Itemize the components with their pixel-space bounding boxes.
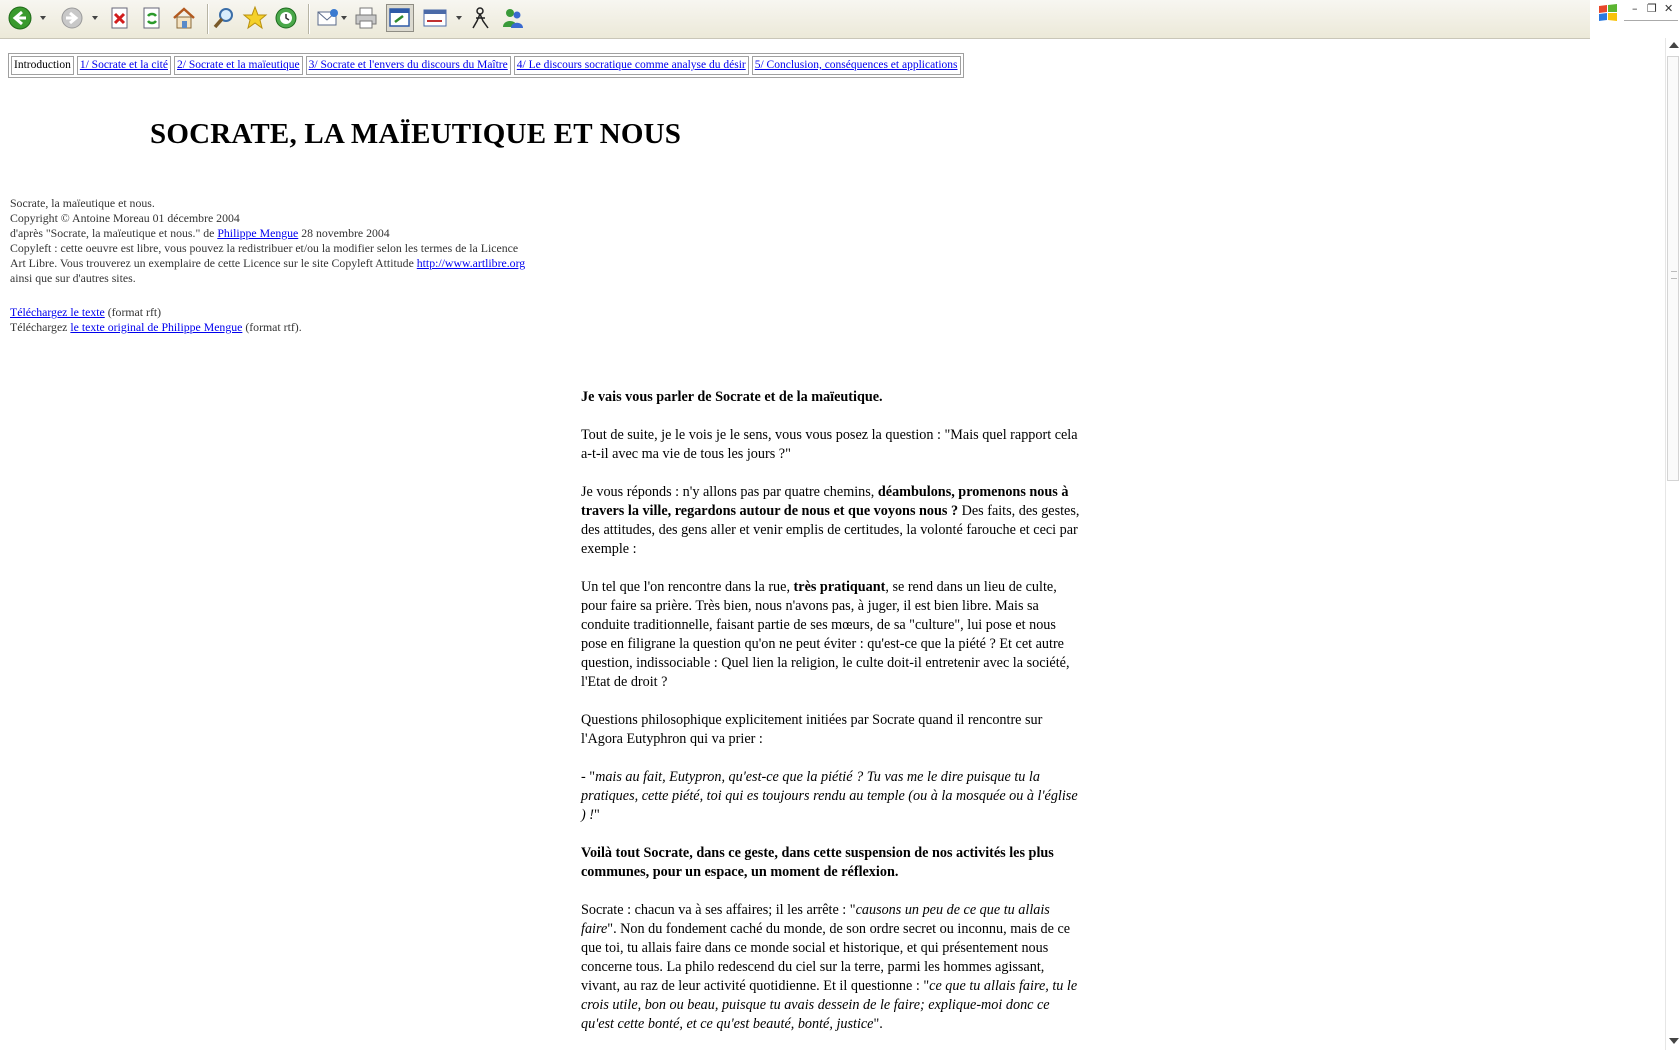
paragraph-intro [581,388,1083,407]
download-line-2 [10,320,302,335]
license-line [10,241,530,286]
stop-icon[interactable] [107,5,133,31]
vertical-scrollbar[interactable] [1665,38,1680,1050]
text: ". [873,1016,883,1032]
nav-link-chapter-2[interactable]: 2/ Socrate et la maïeutique [177,59,300,71]
toolbar-separator [308,4,310,34]
home-icon[interactable] [171,5,197,31]
scroll-down-icon[interactable] [1669,1038,1679,1044]
paragraph [581,578,1083,692]
text: Des faits, des gestes, des attitudes, des gens aller et venir emplis de certitudes, la volonté farouche et ceci par exemple : [581,503,1080,557]
download-label: Téléchargez [10,320,71,334]
download-line-1 [10,305,302,320]
bold-text: déambulons, promenons nous à travers la ville, regardons autour de nous et que voyons nous ? [581,484,1069,519]
nav-item-chapter-1 [77,56,171,75]
license-text-end: ainsi que sur d'autres sites. [10,271,136,285]
italic-text: ce que tu allais faire, tu le crois utile, bon ou beau, puisque tu avais dessein de le faire; explique-moi donc ce qu'est cette bonté, et ce qu'est beauté, bonté, justice [581,978,1078,1032]
paragraph-quote [581,768,1083,825]
forward-icon[interactable] [59,5,85,31]
download-format: (format rft) [104,305,162,319]
text: " [594,807,600,823]
search-icon[interactable] [211,5,237,31]
license-text: Copyleft : cette oeuvre est libre, vous pouvez la redistribuer et/ou la modifier selon les termes de la Licence Art Libre. Vous trouverez un exemplaire de cette Licence sur le site Copyleft Attitude [10,241,519,270]
text: Socrate : chacun va à ses affaires; il les arrête : " [581,902,856,918]
text: , se rend dans un lieu de culte, pour faire sa prière. Très bien, nous n'avons pas, à juger, il est bien libre. Mais sa conduite traditionnelle, faisant partie de ses mœurs, de sa "culture", lui pose et nous pose en filigrane la question qu'on ne peut éviter : qu'est-ce que la piété ? Et cet autre question, indissociable : Quel lien la religion, le culte doit-il entretenir avec la société, l'Etat de droit ? [581,579,1070,690]
nav-link-chapter-1[interactable]: 1/ Socrate et la cité [79,59,168,71]
nav-link-chapter-3[interactable]: 3/ Socrate et l'envers du discours du Maître [308,59,508,71]
forward-dropdown-icon[interactable] [92,16,98,20]
restore-icon[interactable]: ❐ [1647,2,1657,15]
paragraph [581,483,1083,559]
browser-toolbar [0,0,1590,39]
text: - " [581,769,596,785]
chapter-nav [8,53,964,78]
window-controls [1590,0,1680,38]
back-dropdown-icon[interactable] [40,16,46,20]
source-date: 28 novembre 2004 [298,226,390,240]
page-title: SOCRATE, LA MAÏEUTIQUE ET NOUS [150,118,682,150]
download-original-link[interactable]: le texte original de Philippe Mengue [70,320,243,334]
windows-logo-icon [1597,3,1619,23]
text: ". Non du fondement caché du monde, de son ordre secret ou inconnu, mais de ce que toi, tu allais faire dans ce monde social et historique, et qui présentement nous concerne tous. La philo redescend du ciel sur la terre, parmi les hommes agissant, vivant, au raz de leur activité quotidienne. Et il questionne : " [581,921,1071,994]
nav-item-chapter-3 [306,56,511,75]
nav-item-introduction [11,56,74,75]
favorites-star-icon[interactable] [242,5,268,31]
minimize-icon[interactable]: – [1632,2,1638,15]
paragraph: Questions philosophique explicitement initiées par Socrate quand il rencontre sur l'Agora Eutyphron qui va prier : [581,712,1043,747]
nav-link-chapter-5[interactable]: 5/ Conclusion, conséquences et applications [754,59,958,71]
scroll-grip-icon [1671,271,1677,279]
intro-bold: Je vais vous parler de Socrate et de la maïeutique. [581,389,883,405]
window-divider [1624,20,1678,21]
messenger-icon[interactable] [500,5,526,31]
author-link[interactable]: Philippe Mengue [217,226,299,240]
research-icon[interactable] [468,5,494,31]
source-text: d'après "Socrate, la maïeutique et nous." de [10,226,218,240]
nav-link-chapter-4[interactable]: 4/ Le discours socratique comme analyse du désir [516,59,746,71]
paragraph-bold [581,844,1083,882]
download-format: (format rtf). [242,320,302,334]
toolbar-separator [207,4,209,34]
italic-text: causons un peu de ce que tu allais faire [581,902,1050,937]
close-icon[interactable]: ✕ [1664,2,1674,15]
refresh-icon[interactable] [139,5,165,31]
print-icon[interactable] [353,5,379,31]
nav-item-chapter-4 [514,56,749,75]
nav-item-chapter-2 [174,56,303,75]
italic-quote: mais au fait, Eutypron, qu'est-ce que la piétié ? Tu vas me le dire puisque tu la pratiques, cette piété, toi qui es toujours rendu au temple (ou à la mosquée ou à l'église ) ! [581,769,1078,823]
text: Un tel que l'on rencontre dans la rue, [581,579,794,595]
nav-item-chapter-5 [752,56,961,75]
copyright-line: Copyright © Antoine Moreau 01 décembre 2004 [10,211,240,225]
discuss-icon[interactable] [422,5,448,31]
mail-icon[interactable] [315,5,341,31]
article-body [581,388,1083,1053]
download-text-link[interactable]: Téléchargez le texte [10,305,105,319]
credits-block [10,196,530,286]
artlibre-link[interactable]: http://www.artlibre.org [416,256,526,270]
scroll-up-icon[interactable] [1669,42,1679,48]
back-icon[interactable] [7,5,33,31]
paragraph [581,901,1083,1034]
downloads-block [10,305,302,335]
source-line [10,226,530,241]
scroll-thumb[interactable] [1667,56,1679,481]
text: Je vous réponds : n'y allons pas par quatre chemins, [581,484,878,500]
bold-text: Voilà tout Socrate, dans ce geste, dans cette suspension de nos activités les plus communes, pour un espace, un moment de réflexion. [581,845,1054,880]
paragraph: Tout de suite, je le vois je le sens, vous vous posez la question : "Mais quel rapport cela a-t-il avec ma vie de tous les jours ?" [581,427,1078,462]
mail-dropdown-icon[interactable] [341,16,347,20]
credits-line: Socrate, la maïeutique et nous. [10,196,155,210]
nav-item-label: Introduction [14,59,71,71]
edit-page-icon[interactable] [386,4,414,32]
bold-text: très pratiquant [793,579,886,595]
history-icon[interactable] [273,5,299,31]
discuss-dropdown-icon[interactable] [456,16,462,20]
